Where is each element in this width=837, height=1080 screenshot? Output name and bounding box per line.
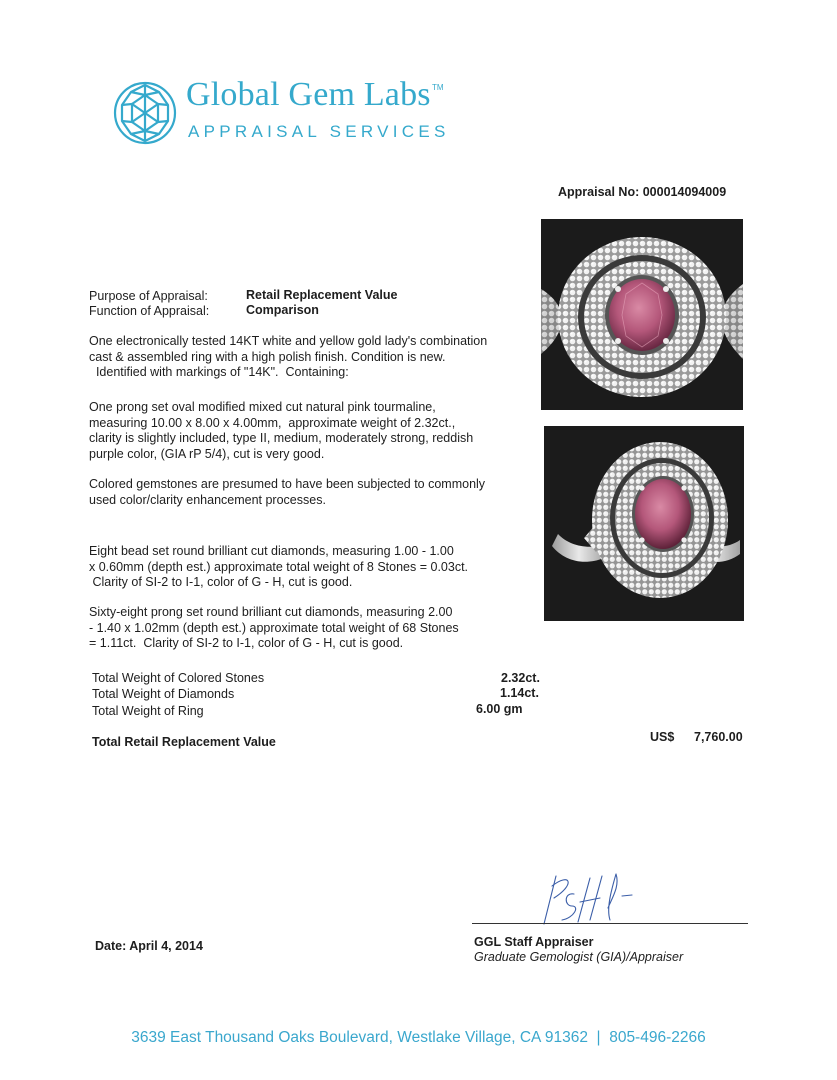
text-line: Sixty-eight prong set round brilliant cut diamonds, measuring 2.00	[89, 605, 453, 619]
text-line: Identified with markings of "14K". Containing:	[89, 365, 349, 379]
colored-stones-weight-label: Total Weight of Colored Stones	[92, 671, 265, 685]
brand-tagline: APPRAISAL SERVICES	[188, 122, 450, 141]
appraisal-number: Appraisal No: 000014094009	[558, 185, 727, 199]
trademark-mark: TM	[432, 83, 444, 92]
bead-diamonds-description	[89, 544, 468, 591]
signature-image	[530, 868, 640, 928]
ring-photo-side	[544, 426, 744, 621]
text-line: One electronically tested 14KT white and yellow gold lady's combination	[89, 334, 488, 348]
total-retail-value-label: Total Retail Replacement Value	[92, 735, 276, 749]
text-line: cast & assembled ring with a high polish finish. Condition is new.	[89, 349, 446, 364]
treatment-disclosure	[89, 477, 485, 508]
diamond-gem-icon	[112, 80, 178, 146]
text-line: clarity is slightly included, type II, medium, moderately strong, reddish	[89, 431, 474, 445]
ring-top-view-image	[541, 219, 743, 410]
text-line: x 0.60mm (depth est.) approximate total weight of 8 Stones = 0.03ct.	[89, 559, 469, 574]
text-line: - 1.40 x 1.02mm (depth est.) approximate total weight of 68 Stones	[89, 620, 459, 635]
ring-description	[89, 334, 487, 381]
text-line: used color/clarity enhancement processes.	[89, 492, 326, 507]
diamonds-weight-label: Total Weight of Diamonds	[92, 687, 235, 701]
ring-weight-label: Total Weight of Ring	[92, 704, 204, 718]
tourmaline-description	[89, 400, 473, 462]
currency-label: US$	[650, 730, 675, 744]
total-retail-value: 7,760.00	[694, 730, 743, 744]
text-line: Eight bead set round brilliant cut diamonds, measuring 1.00 - 1.00	[89, 544, 454, 558]
text-line: purple color, (GIA rP 5/4), cut is very good.	[89, 446, 325, 461]
text-line: Colored gemstones are presumed to have been subjected to commonly	[89, 477, 486, 491]
prong-diamonds-description	[89, 605, 459, 652]
appraiser-title: GGL Staff Appraiser	[474, 935, 594, 949]
appraisal-date: Date: April 4, 2014	[95, 939, 203, 953]
function-label: Function of Appraisal:	[89, 304, 210, 318]
diamonds-weight-value: 1.14ct.	[500, 686, 539, 700]
signature-line	[472, 923, 748, 924]
brand-name: Global Gem Labs	[186, 76, 431, 113]
text-line: Clarity of SI-2 to I-1, color of G - H, cut is good.	[89, 575, 353, 589]
purpose-value: Retail Replacement Value	[246, 288, 398, 302]
ring-weight-value: 6.00 gm	[476, 702, 523, 716]
appraiser-credential: Graduate Gemologist (GIA)/Appraiser	[474, 950, 684, 964]
footer-address: 3639 East Thousand Oaks Boulevard, Westlake Village, CA 91362 | 805-496-2266	[131, 1029, 706, 1046]
ring-photo-top	[541, 219, 743, 410]
purpose-label: Purpose of Appraisal:	[89, 289, 208, 303]
text-line: measuring 10.00 x 8.00 x 4.00mm, approximate weight of 2.32ct.,	[89, 415, 456, 430]
function-value: Comparison	[246, 303, 319, 317]
colored-stones-weight-value: 2.32ct.	[501, 671, 540, 685]
text-line: = 1.11ct. Clarity of SI-2 to I-1, color of G - H, cut is good.	[89, 636, 404, 650]
text-line: One prong set oval modified mixed cut natural pink tourmaline,	[89, 400, 436, 414]
ring-side-view-image	[544, 426, 744, 621]
